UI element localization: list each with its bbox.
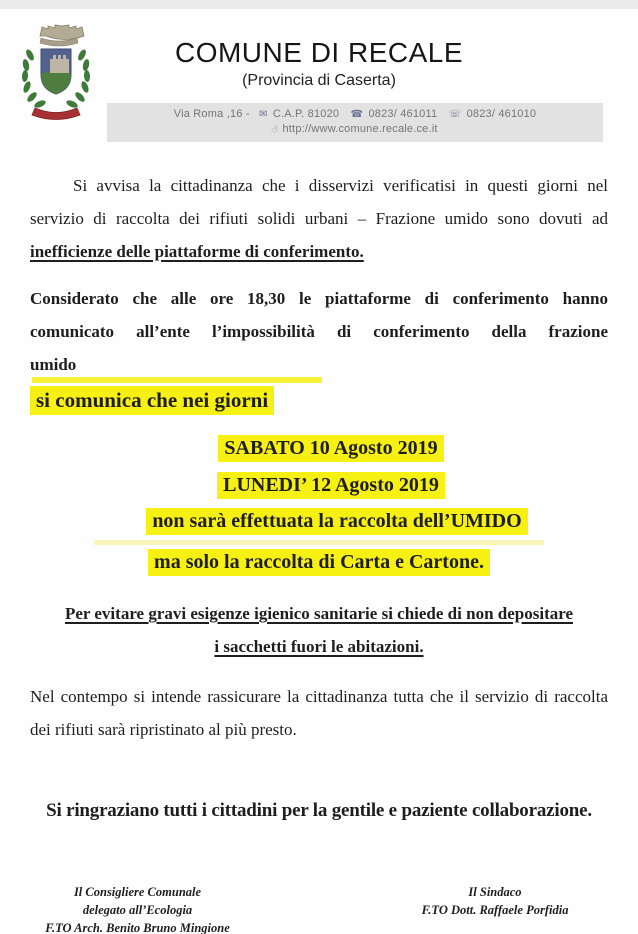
header <box>0 9 638 91</box>
date-monday <box>42 470 620 501</box>
councillor-name: F.TO Arch. Benito Bruno Mingione <box>45 921 230 934</box>
street-address: Via Roma ,16 - <box>173 108 250 120</box>
no-collection-text: non sarà effettuata la raccolta dell’UMIDO <box>146 508 527 535</box>
mayor-title: Il Sindaco <box>468 885 522 899</box>
notice-body <box>30 169 608 826</box>
fax-icon: ☏ <box>448 109 462 120</box>
address-bar <box>107 103 603 142</box>
only-paper-text: ma solo la raccolta di Carta e Cartone. <box>148 549 490 576</box>
intro-emphasis: inefficienze delle piattaforme di conferimento. <box>30 242 364 261</box>
phone-number: 0823/ 461011 <box>368 108 438 120</box>
municipal-crest-icon <box>13 19 99 121</box>
announcement-intro-text: si comunica che nei giorni <box>30 386 274 415</box>
website-line <box>107 122 603 137</box>
only-paper-line <box>30 547 608 578</box>
councillor-title: Il Consigliere Comunale <box>73 885 202 899</box>
top-strip <box>0 0 638 9</box>
intro-text: Si avvisa la cittadinanza che i disservizi verificatisi in questi giorni nel servizio di raccolta dei rifiuti solidi urbani – Frazione umido sono dovuti ad <box>30 176 608 228</box>
thanks-line: Si ringraziano tutti i cittadini per la gentile e paziente collaborazione. <box>46 800 592 821</box>
signatures <box>30 883 620 934</box>
warning-line2: i sacchetti fuori le abitazioni. <box>214 637 424 656</box>
date-saturday <box>42 433 620 464</box>
website-url: http://www.comune.recale.ce.it <box>282 123 438 135</box>
phone-icon: ☎ <box>350 109 364 120</box>
mayor-name: F.TO Dott. Raffaele Porfidia <box>421 903 569 917</box>
intro-paragraph <box>30 169 608 268</box>
envelope-icon: ✉ <box>258 109 268 120</box>
announcement-intro <box>30 385 608 415</box>
no-collection-line <box>48 506 626 537</box>
postal-code: C.A.P. 81020 <box>272 108 340 120</box>
warning-paragraph <box>30 597 608 663</box>
page-subtitle: (Provincia di Caserta) <box>242 72 396 89</box>
councillor-role: delegato all’Ecologia <box>82 903 193 917</box>
address-line <box>107 107 603 122</box>
reassurance-paragraph: Nel contempo si intende rassicurare la cittadinanza tutta che il servizio di raccolta dei rifiuti sarà ripristinato al più presto. <box>30 687 608 739</box>
warning-line1: Per evitare gravi esigenze igienico sanitarie si chiede di non depositare <box>64 604 574 623</box>
councillor-signature <box>30 883 245 934</box>
page-title: COMUNE DI RECALE <box>174 37 464 68</box>
considerato-paragraph: Considerato che alle ore 18,30 le piattaforme di conferimento hanno comunicato all’ente l’impossibilità di conferimento della frazione umido <box>30 289 608 374</box>
date-monday-text: LUNEDI’ 12 Agosto 2019 <box>217 472 445 499</box>
highlight-strip <box>32 377 322 383</box>
mayor-signature <box>370 883 620 934</box>
pointer-icon: ☞ <box>269 122 284 137</box>
faint-highlight-strip <box>94 540 544 545</box>
fax-number: 0823/ 461010 <box>466 108 537 120</box>
date-saturday-text: SABATO 10 Agosto 2019 <box>218 435 443 462</box>
